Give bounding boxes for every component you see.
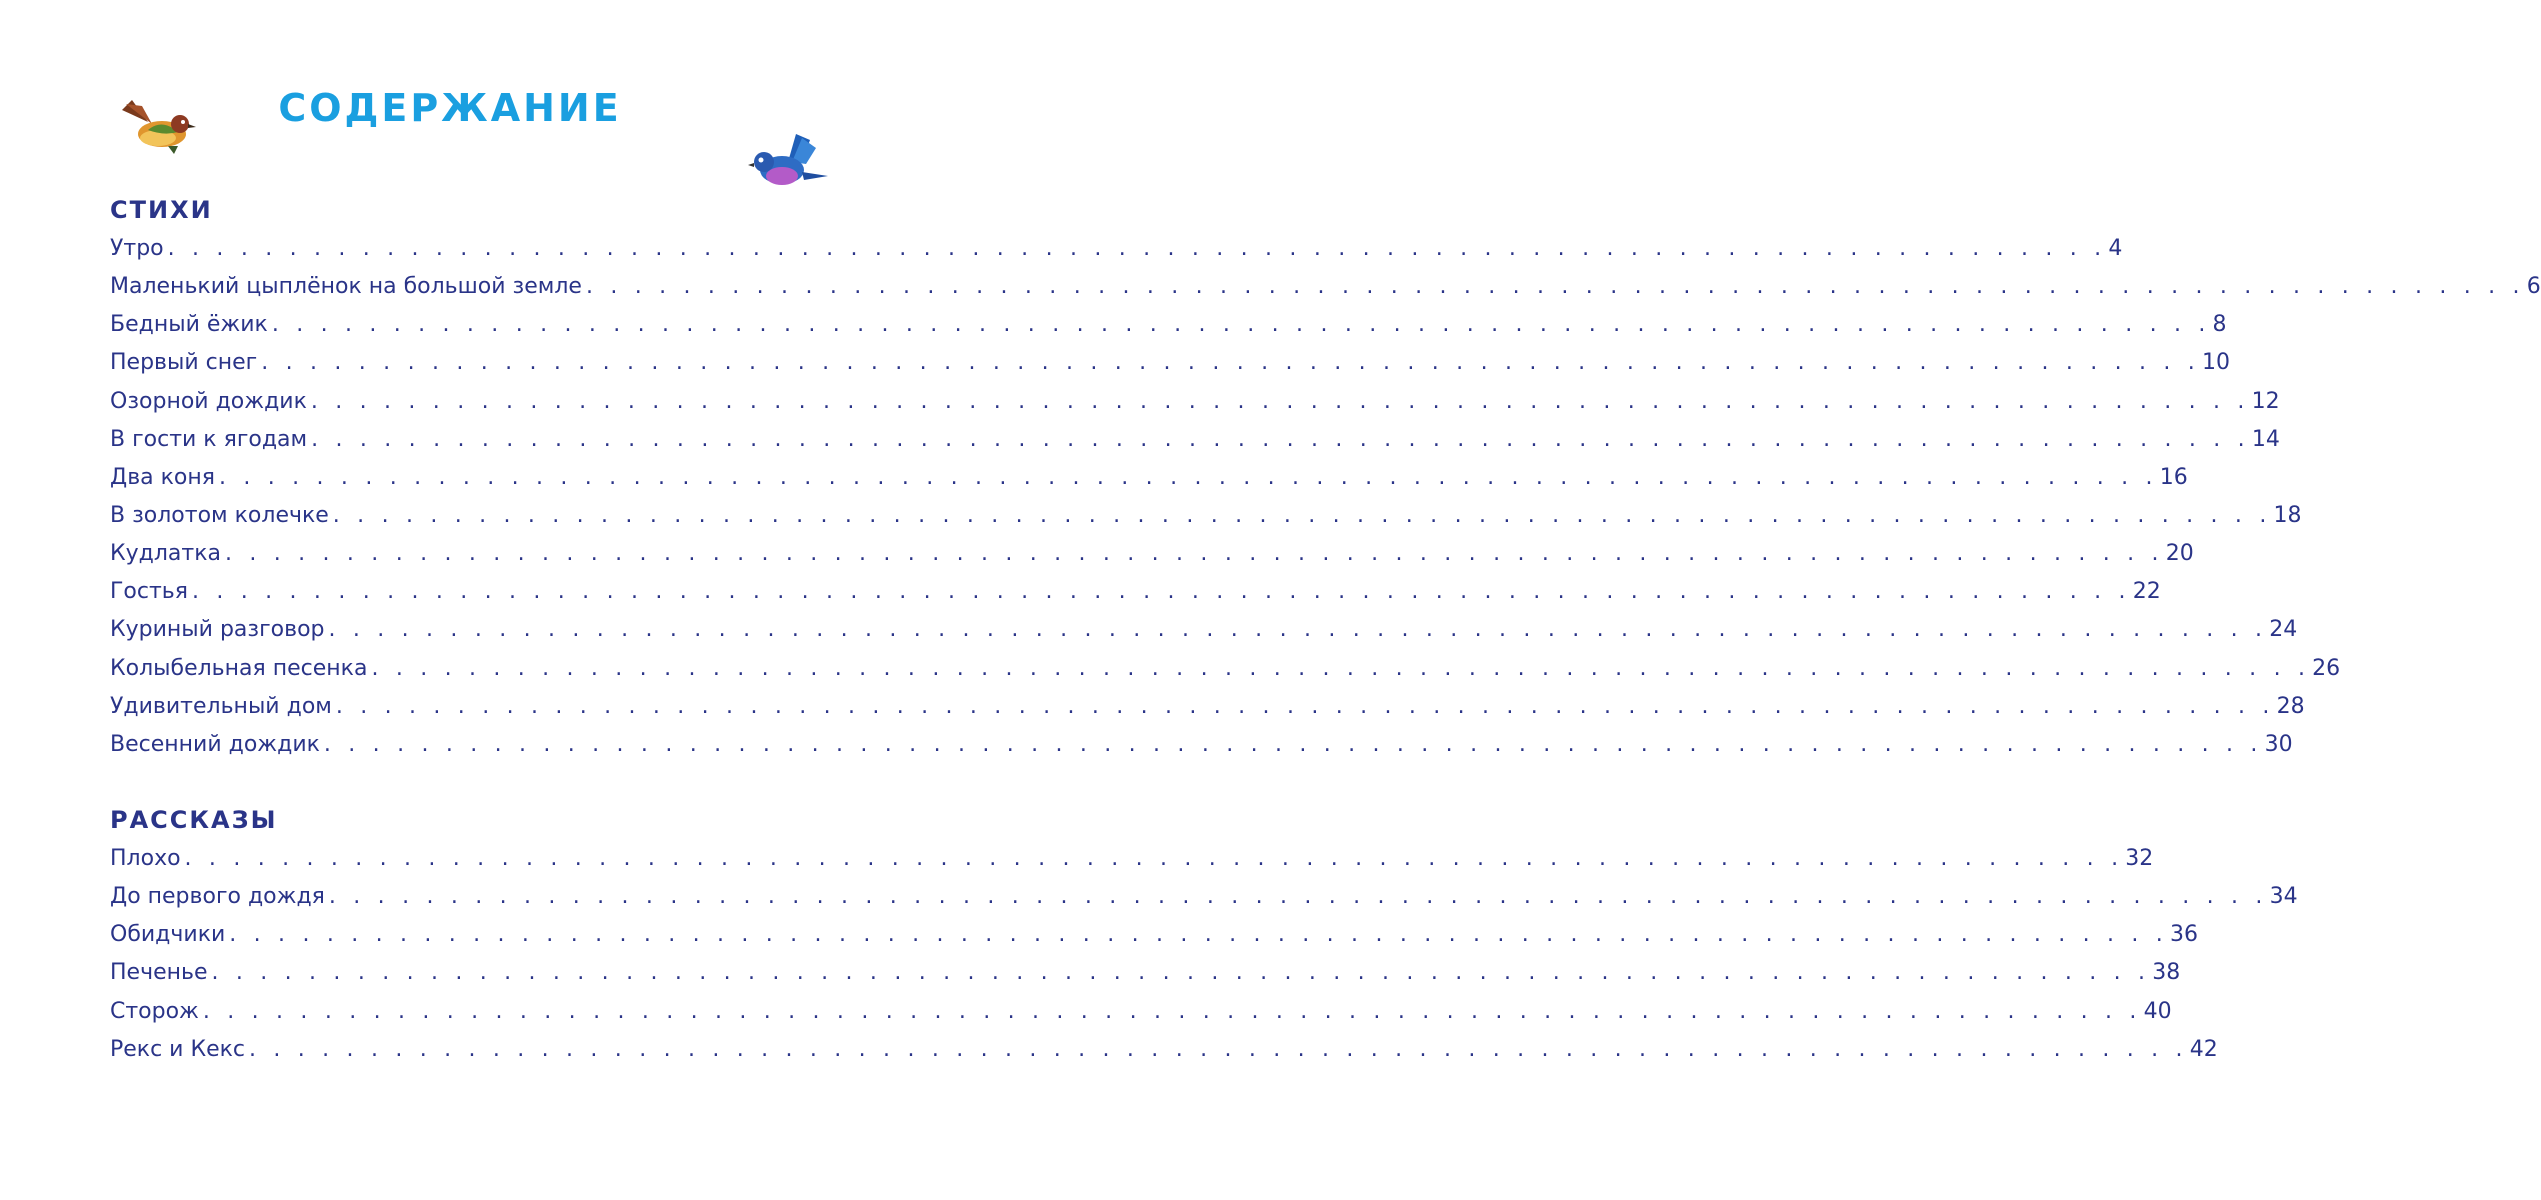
- toc-entry-page-number: 4: [2108, 236, 2123, 261]
- toc-entry: [110, 497, 2302, 535]
- toc-entry: [110, 306, 2227, 344]
- toc-leader-dots: . . . . . . . . . . . . . . . . . . . . . . . . . . . . . . . . . . . . . . . . . . . . . . . . . . . . . . . . . . . . . . . . . . . . . . . . . . . . . . . .: [224, 541, 2164, 567]
- toc-entry: [110, 1031, 2218, 1069]
- toc-entry: [110, 535, 2194, 573]
- toc-entry: [110, 954, 2181, 992]
- toc-entry: [110, 650, 2341, 688]
- toc-leader-dots: . . . . . . . . . . . . . . . . . . . . . . . . . . . . . . . . . . . . . . . . . . . . . . . . . . . . . . . . . . . . . . . . . . . . . . . . . . . . . . . .: [311, 426, 2250, 452]
- toc-leader-dots: . . . . . . . . . . . . . . . . . . . . . . . . . . . . . . . . . . . . . . . . . . . . . . . . . . . . . . . . . . . . . . . . . . . . . . . . . . . . . . . .: [328, 884, 2268, 910]
- toc-leader-dots: . . . . . . . . . . . . . . . . . . . . . . . . . . . . . . . . . . . . . . . . . . . . . . . . . . . . . . . . . . . . . . . . . . . . . . . . . . . . . . . .: [202, 998, 2142, 1024]
- toc-entry-title: В золотом колечке: [110, 502, 329, 528]
- toc-entry-page-number: 42: [2189, 1036, 2218, 1062]
- toc-entry-page-number: 18: [2273, 502, 2302, 528]
- toc-entry-page-number: 8: [2212, 312, 2227, 338]
- toc-entry-title: В гости к ягодам: [110, 426, 308, 452]
- page-title: СОДЕРЖАНИЕ: [278, 86, 622, 130]
- toc-entry-page-number: 20: [2165, 541, 2194, 567]
- toc-entry-page-number: 40: [2143, 998, 2172, 1024]
- toc-entry-title: Печенье: [110, 960, 208, 986]
- toc-entry-page-number: 32: [2125, 846, 2154, 871]
- toc-entry-page-number: 28: [2276, 693, 2305, 719]
- toc-leader-dots: . . . . . . . . . . . . . . . . . . . . . . . . . . . . . . . . . . . . . . . . . . . . . . . . . . . . . . . . . . . . . . . . . . . . . . . . . . . . . . . .: [328, 617, 2268, 643]
- toc-entry-page-number: 22: [2132, 579, 2161, 605]
- toc-entry: [110, 688, 2305, 726]
- toc-leader-dots: . . . . . . . . . . . . . . . . . . . . . . . . . . . . . . . . . . . . . . . . . . . . . . . . . . . . . . . . . . . . . . . . . . . . . . . . . . . . . . . .: [229, 922, 2168, 948]
- section-heading-poems: СТИХИ: [110, 196, 213, 224]
- toc-entry: [110, 726, 2293, 764]
- toc-entry: [110, 344, 2230, 382]
- toc-entry-title: Плохо: [110, 846, 181, 871]
- toc-entry: [110, 383, 2280, 421]
- toc-entry: [110, 421, 2280, 459]
- toc-leader-dots: . . . . . . . . . . . . . . . . . . . . . . . . . . . . . . . . . . . . . . . . . . . . . . . . . . . . . . . . . . . . . . . . . . . . . . . . . . . . . . . .: [249, 1036, 2188, 1062]
- toc-leader-dots: . . . . . . . . . . . . . . . . . . . . . . . . . . . . . . . . . . . . . . . . . . . . . . . . . . . . . . . . . . . . . . . . . . . . . . . . . . . . . . . .: [184, 846, 2124, 871]
- section-heading-stories: РАССКАЗЫ: [110, 806, 278, 834]
- toc-leader-dots: . . . . . . . . . . . . . . . . . . . . . . . . . . . . . . . . . . . . . . . . . . . . . . . . . . . . . . . . . . . . . . . . . . . . . . . . . . . . . . . .: [211, 960, 2151, 986]
- toc-entry-page-number: 6: [2526, 274, 2541, 300]
- toc-entry-page-number: 14: [2251, 426, 2280, 452]
- toc-leader-dots: . . . . . . . . . . . . . . . . . . . . . . . . . . . . . . . . . . . . . . . . . . . . . . . . . . . . . . . . . . . . . . . . . . . . . . . . . . . . . . . .: [192, 579, 2131, 605]
- toc-leader-dots: . . . . . . . . . . . . . . . . . . . . . . . . . . . . . . . . . . . . . . . . . . . . . . . . . . . . . . . . . . . . . . . . . . . . . . . . . . . . . . . .: [219, 464, 2158, 490]
- toc-entry-title: Куриный разговор: [110, 617, 325, 643]
- toc-leader-dots: . . . . . . . . . . . . . . . . . . . . . . . . . . . . . . . . . . . . . . . . . . . . . . . . . . . . . . . . . . . . . . . . . . . . . . . . . . . . . . . .: [261, 350, 2200, 376]
- toc-entry: [110, 993, 2172, 1031]
- toc-entry-title: Озорной дождик: [110, 388, 307, 414]
- toc-leader-dots: . . . . . . . . . . . . . . . . . . . . . . . . . . . . . . . . . . . . . . . . . . . . . . . . . . . . . . . . . . . . . . . . . . . . . . . . . . . . . . . .: [310, 388, 2250, 414]
- toc-entry-title: Два коня: [110, 464, 215, 490]
- toc-leader-dots: . . . . . . . . . . . . . . . . . . . . . . . . . . . . . . . . . . . . . . . . . . . . . . . . . . . . . . . . . . . . . . . . . . . . . . . . . . . . . . . .: [332, 502, 2272, 528]
- toc-entry: [110, 459, 2188, 497]
- toc-entry: [110, 230, 2123, 268]
- bluebird-illustration-icon: [752, 132, 830, 190]
- toc-entry-page-number: 30: [2264, 731, 2293, 757]
- toc-entry: [110, 611, 2298, 649]
- toc-entry: [110, 268, 2541, 306]
- toc-entry-page-number: 38: [2152, 960, 2181, 986]
- toc-list-poems: [110, 230, 2541, 764]
- toc-entry-page-number: 16: [2159, 464, 2188, 490]
- toc-entry: [110, 840, 2154, 878]
- toc-entry-title: Маленький цыплёнок на большой земле: [110, 274, 582, 300]
- toc-leader-dots: . . . . . . . . . . . . . . . . . . . . . . . . . . . . . . . . . . . . . . . . . . . . . . . . . . . . . . . . . . . . . . . . . . . . . . . . . . . . . . . .: [585, 274, 2525, 300]
- toc-leader-dots: . . . . . . . . . . . . . . . . . . . . . . . . . . . . . . . . . . . . . . . . . . . . . . . . . . . . . . . . . . . . . . . . . . . . . . . . . . . . . . . .: [271, 312, 2211, 338]
- toc-entry-page-number: 10: [2201, 350, 2230, 376]
- toc-entry-title: Обидчики: [110, 922, 226, 948]
- toc-entry-title: Кудлатка: [110, 541, 221, 567]
- toc-leader-dots: . . . . . . . . . . . . . . . . . . . . . . . . . . . . . . . . . . . . . . . . . . . . . . . . . . . . . . . . . . . . . . . . . . . . . . . . . . . . . . . .: [323, 731, 2263, 757]
- toc-entry-title: Первый снег: [110, 350, 258, 376]
- toc-entry-page-number: 24: [2269, 617, 2298, 643]
- toc-list-stories: [110, 840, 2298, 1069]
- toc-entry: [110, 573, 2161, 611]
- toc-entry: [110, 878, 2298, 916]
- toc-leader-dots: . . . . . . . . . . . . . . . . . . . . . . . . . . . . . . . . . . . . . . . . . . . . . . . . . . . . . . . . . . . . . . . . . . . . . . . . . . . . . . . .: [167, 236, 2107, 261]
- toc-entry-title: Рекс и Кекс: [110, 1036, 246, 1062]
- toc-entry-title: Удивительный дом: [110, 693, 332, 719]
- toc-entry-title: До первого дождя: [110, 884, 325, 910]
- sparrow-illustration-icon: [118, 96, 198, 156]
- toc-entry-title: Утро: [110, 236, 164, 261]
- toc-entry-title: Гостья: [110, 579, 188, 605]
- toc-entry-page-number: 26: [2312, 655, 2341, 681]
- toc-entry-title: Бедный ёжик: [110, 312, 268, 338]
- toc-leader-dots: . . . . . . . . . . . . . . . . . . . . . . . . . . . . . . . . . . . . . . . . . . . . . . . . . . . . . . . . . . . . . . . . . . . . . . . . . . . . . . . .: [335, 693, 2275, 719]
- toc-entry-title: Колыбельная песенка: [110, 655, 368, 681]
- toc-entry-page-number: 12: [2251, 388, 2280, 414]
- toc-entry-page-number: 36: [2170, 922, 2198, 948]
- toc-entry-page-number: 34: [2269, 884, 2298, 910]
- toc-entry-title: Весенний дождик: [110, 731, 320, 757]
- toc-entry-title: Сторож: [110, 998, 199, 1024]
- toc-leader-dots: . . . . . . . . . . . . . . . . . . . . . . . . . . . . . . . . . . . . . . . . . . . . . . . . . . . . . . . . . . . . . . . . . . . . . . . . . . . . . . . .: [371, 655, 2311, 681]
- toc-entry: [110, 916, 2198, 954]
